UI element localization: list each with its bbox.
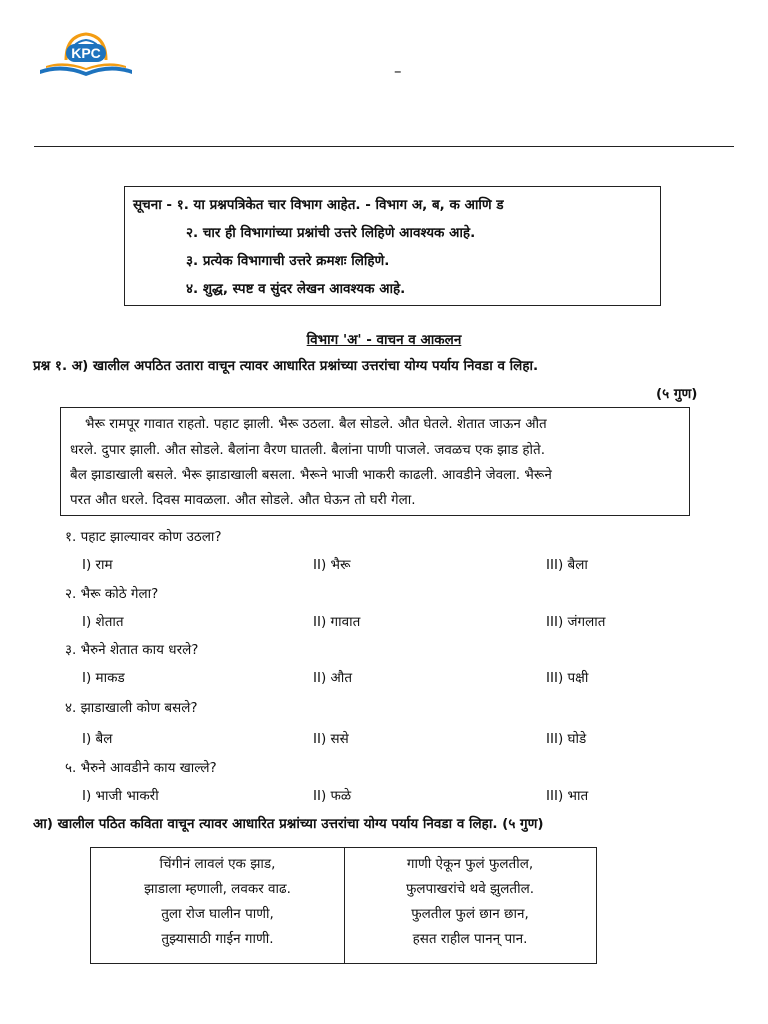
poem-line: झाडाला म्हणाली, लवकर वाढ. [144,881,291,897]
mcq-option: III) घोडे [546,731,587,747]
question-1a-prompt: प्रश्न १. अ) खालील अपठित उतारा वाचून त्यावर आधारित प्रश्नांच्या उत्तरांचा योग्य पर्याय निवडा व लिहा. [33,358,539,374]
mcq-option: I) भाजी भाकरी [82,788,159,804]
mcq-option: II) गावात [313,614,361,630]
instruction-line: सूचना - १. या प्रश्नपत्रिकेत चार विभाग आहेत. - विभाग अ, ब, क आणि ड [133,197,504,213]
poem-column-left [91,848,345,963]
header-divider [34,146,734,147]
poem-line: गाणी ऐकून फुलं फुलतील, [406,856,534,872]
passage-line: धरले. दुपार झाली. औत सोडले. बैलांना वैरण घातली. बैलांना पाणी पाजले. जवळच एक झाड होते. [70,442,546,458]
mcq-option: III) भात [546,788,589,804]
mcq-question: २. भैरू कोठे गेला? [65,586,159,602]
mcq-option: II) फळे [313,788,352,804]
poem-line: फुलतील फुलं छान छान, [411,906,529,922]
instruction-line: ३. प्रत्येक विभागाची उत्तरे क्रमशः लिहिणे. [186,253,390,269]
poem-column-right [344,848,596,963]
mcq-question: ४. झाडाखाली कोण बसले? [65,700,198,716]
mcq-question: ३. भैरुने शेतात काय धरले? [65,642,199,658]
mcq-option: III) पक्षी [546,670,589,686]
mcq-option: I) बैल [82,731,113,747]
instruction-line: ४. शुद्ध, स्पष्ट व सुंदर लेखन आवश्यक आहे. [186,281,406,297]
mcq-option: II) भैरू [313,557,351,573]
mcq-option: I) माकड [82,670,125,686]
passage-line: भैरू रामपूर गावात राहतो. पहाट झाली. भैरू उठला. बैल सोडले. औत घेतले. शेतात जाऊन औत [85,416,547,432]
poem-line: तुला रोज घालीन पाणी, [161,906,274,922]
kpc-logo [36,30,136,80]
poem-line: फुलपाखरांचे थवे झुलतील. [405,881,535,897]
mcq-option: II) ससे [313,731,349,747]
mcq-option: II) औत [313,670,353,686]
section-title-text: विभाग 'अ' - वाचन व आकलन [306,332,462,348]
question-1b-prompt: आ) खालील पठित कविता वाचून त्यावर आधारित प्रश्नांच्या उत्तरांचा योग्य पर्याय निवडा व लिहा. (५ गुण) [33,816,544,832]
passage-line: बैल झाडाखाली बसले. भैरू झाडाखाली बसला. भैरूने भाजी भाकरी काढली. आवडीने जेवला. भैरूने [70,467,552,483]
instructions-box [124,186,661,306]
mcq-option: I) शेतात [82,614,124,630]
poem-box [90,847,597,964]
logo-text: KPC [71,45,101,61]
mcq-option: I) राम [82,557,113,573]
poem-line: तुझ्यासाठी गाईन गाणी. [161,931,274,947]
instruction-line: २. चार ही विभागांच्या प्रश्नांची उत्तरे लिहिणे आवश्यक आहे. [186,225,476,241]
passage-box [60,407,690,516]
section-title [0,330,768,348]
mcq-question: १. पहाट झाल्यावर कोण उठला? [65,529,222,545]
passage-line: परत औत धरले. दिवस मावळला. औत सोडले. औत घेऊन तो घरी गेला. [70,492,416,508]
question-1a-marks: (५ गुण) [656,386,698,402]
header-dash: – [394,62,402,80]
mcq-question: ५. भैरुने आवडीने काय खाल्ले? [65,760,217,776]
poem-line: हसत राहील पानन् पान. [412,931,528,947]
mcq-option: III) बैला [546,557,588,573]
poem-line: चिंगीनं लावलं एक झाड, [159,856,276,872]
mcq-option: III) जंगलात [546,614,606,630]
